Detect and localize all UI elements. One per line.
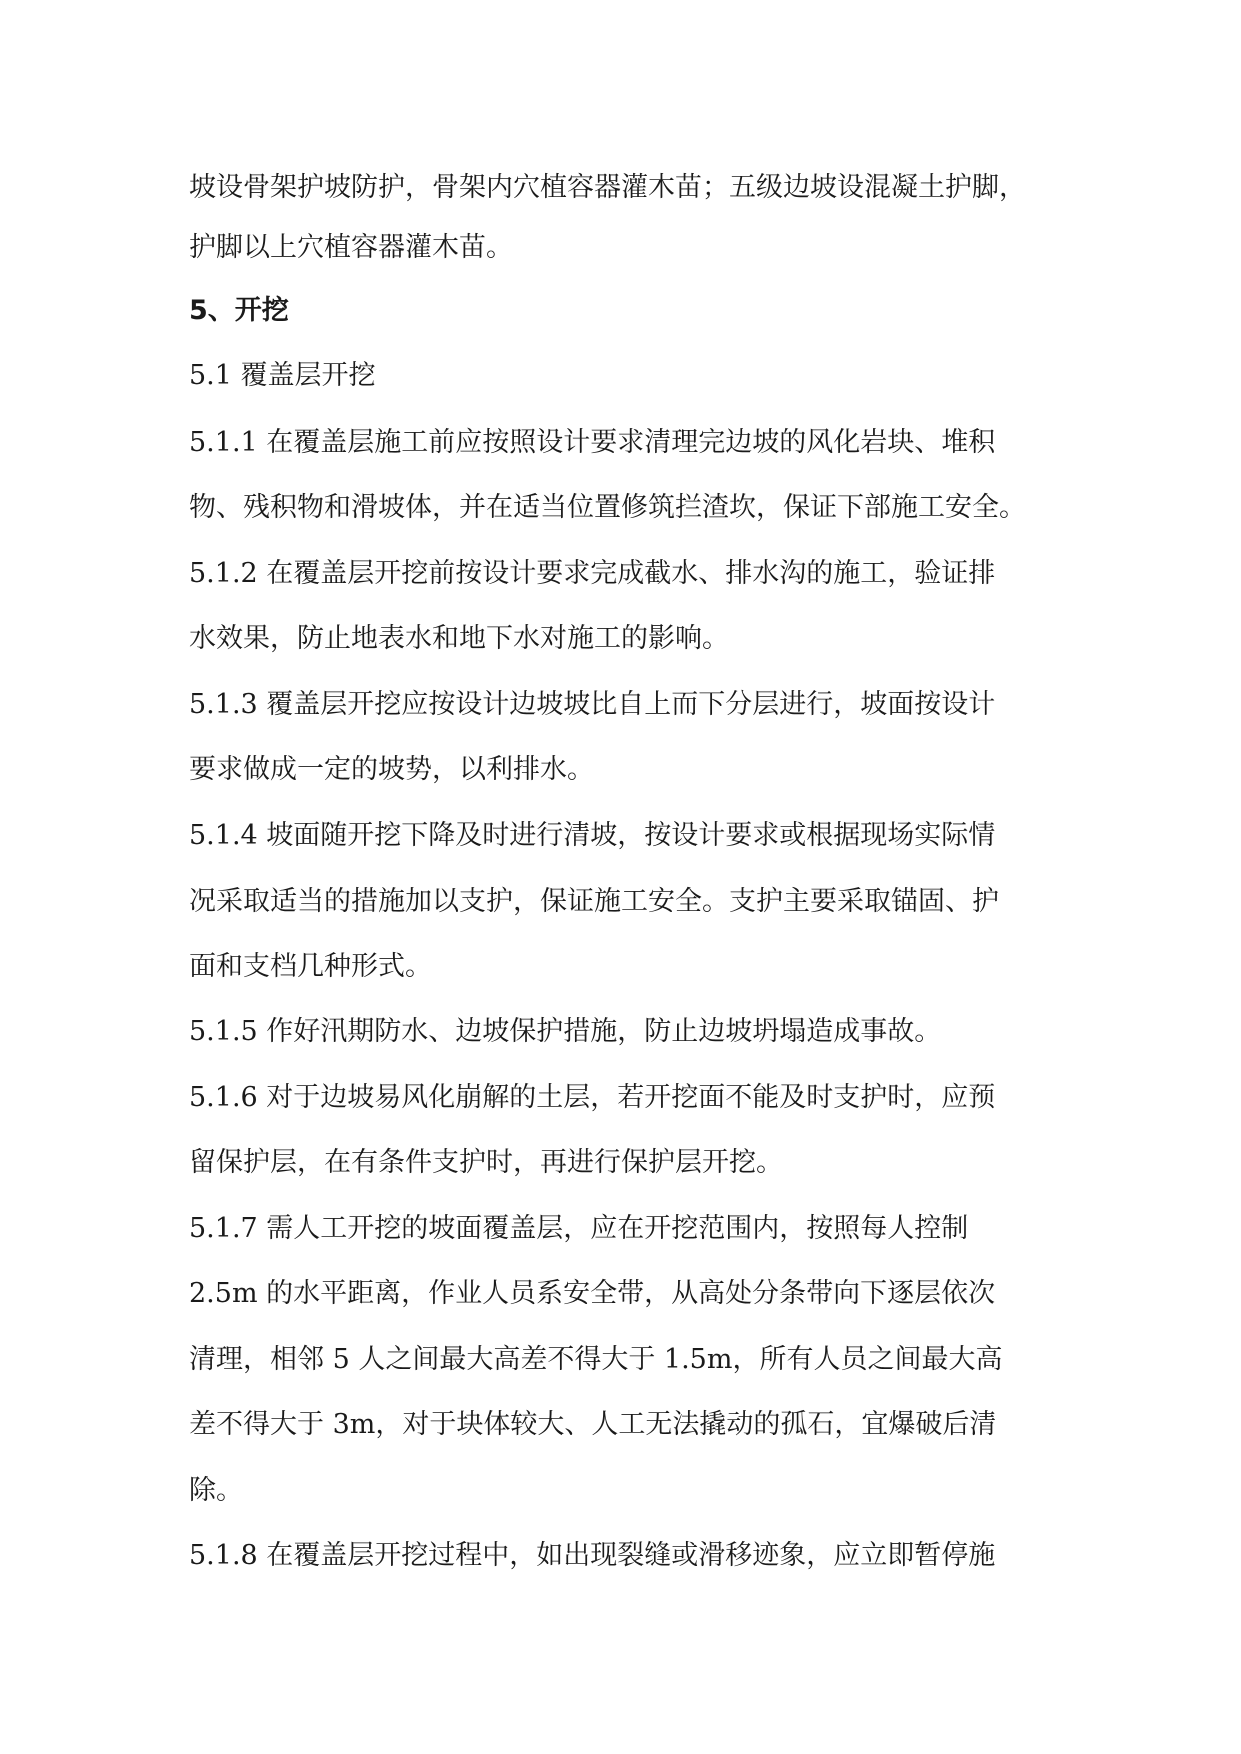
text-line: 除。 <box>189 1475 243 1506</box>
text-line: 5.1.2 在覆盖层开挖前按设计要求完成截水、排水沟的施工，验证排 <box>189 558 996 589</box>
subsection-heading: 5.1 覆盖层开挖 <box>189 360 376 391</box>
text-line: 护脚以上穴植容器灌木苗。 <box>189 232 513 263</box>
text-line: 5.1.3 覆盖层开挖应按设计边坡坡比自上而下分层进行，坡面按设计 <box>189 689 996 720</box>
text-line: 5.1.5 作好汛期防水、边坡保护措施，防止边坡坍塌造成事故。 <box>189 1016 942 1047</box>
text-line: 清理，相邻 5 人之间最大高差不得大于 1.5m，所有人员之间最大高 <box>189 1344 1003 1375</box>
text-line: 况采取适当的措施加以支护，保证施工安全。支护主要采取锚固、护 <box>189 886 999 917</box>
text-line: 面和支档几种形式。 <box>189 951 432 982</box>
text-line: 5.1.7 需人工开挖的坡面覆盖层，应在开挖范围内，按照每人控制 <box>189 1213 969 1244</box>
text-line: 5.1.6 对于边坡易风化崩解的土层，若开挖面不能及时支护时，应预 <box>189 1082 996 1113</box>
text-line: 坡设骨架护坡防护，骨架内穴植容器灌木苗；五级边坡设混凝土护脚， <box>189 172 1026 203</box>
text-line: 5.1.1 在覆盖层施工前应按照设计要求清理完边坡的风化岩块、堆积 <box>189 427 996 458</box>
text-line: 5.1.4 坡面随开挖下降及时进行清坡，按设计要求或根据现场实际情 <box>189 820 996 851</box>
text-line: 要求做成一定的坡势，以利排水。 <box>189 754 594 785</box>
text-line: 物、残积物和滑坡体，并在适当位置修筑拦渣坎，保证下部施工安全。 <box>189 492 1026 523</box>
section-heading: 5、开挖 <box>189 295 289 326</box>
text-line: 水效果，防止地表水和地下水对施工的影响。 <box>189 623 729 654</box>
text-line: 5.1.8 在覆盖层开挖过程中，如出现裂缝或滑移迹象，应立即暂停施 <box>189 1540 996 1571</box>
text-line: 差不得大于 3m，对于块体较大、人工无法撬动的孤石，宜爆破后清 <box>189 1409 997 1440</box>
text-line: 留保护层，在有条件支护时，再进行保护层开挖。 <box>189 1147 783 1178</box>
text-line: 2.5m 的水平距离，作业人员系安全带，从高处分条带向下逐层依次 <box>189 1278 996 1309</box>
